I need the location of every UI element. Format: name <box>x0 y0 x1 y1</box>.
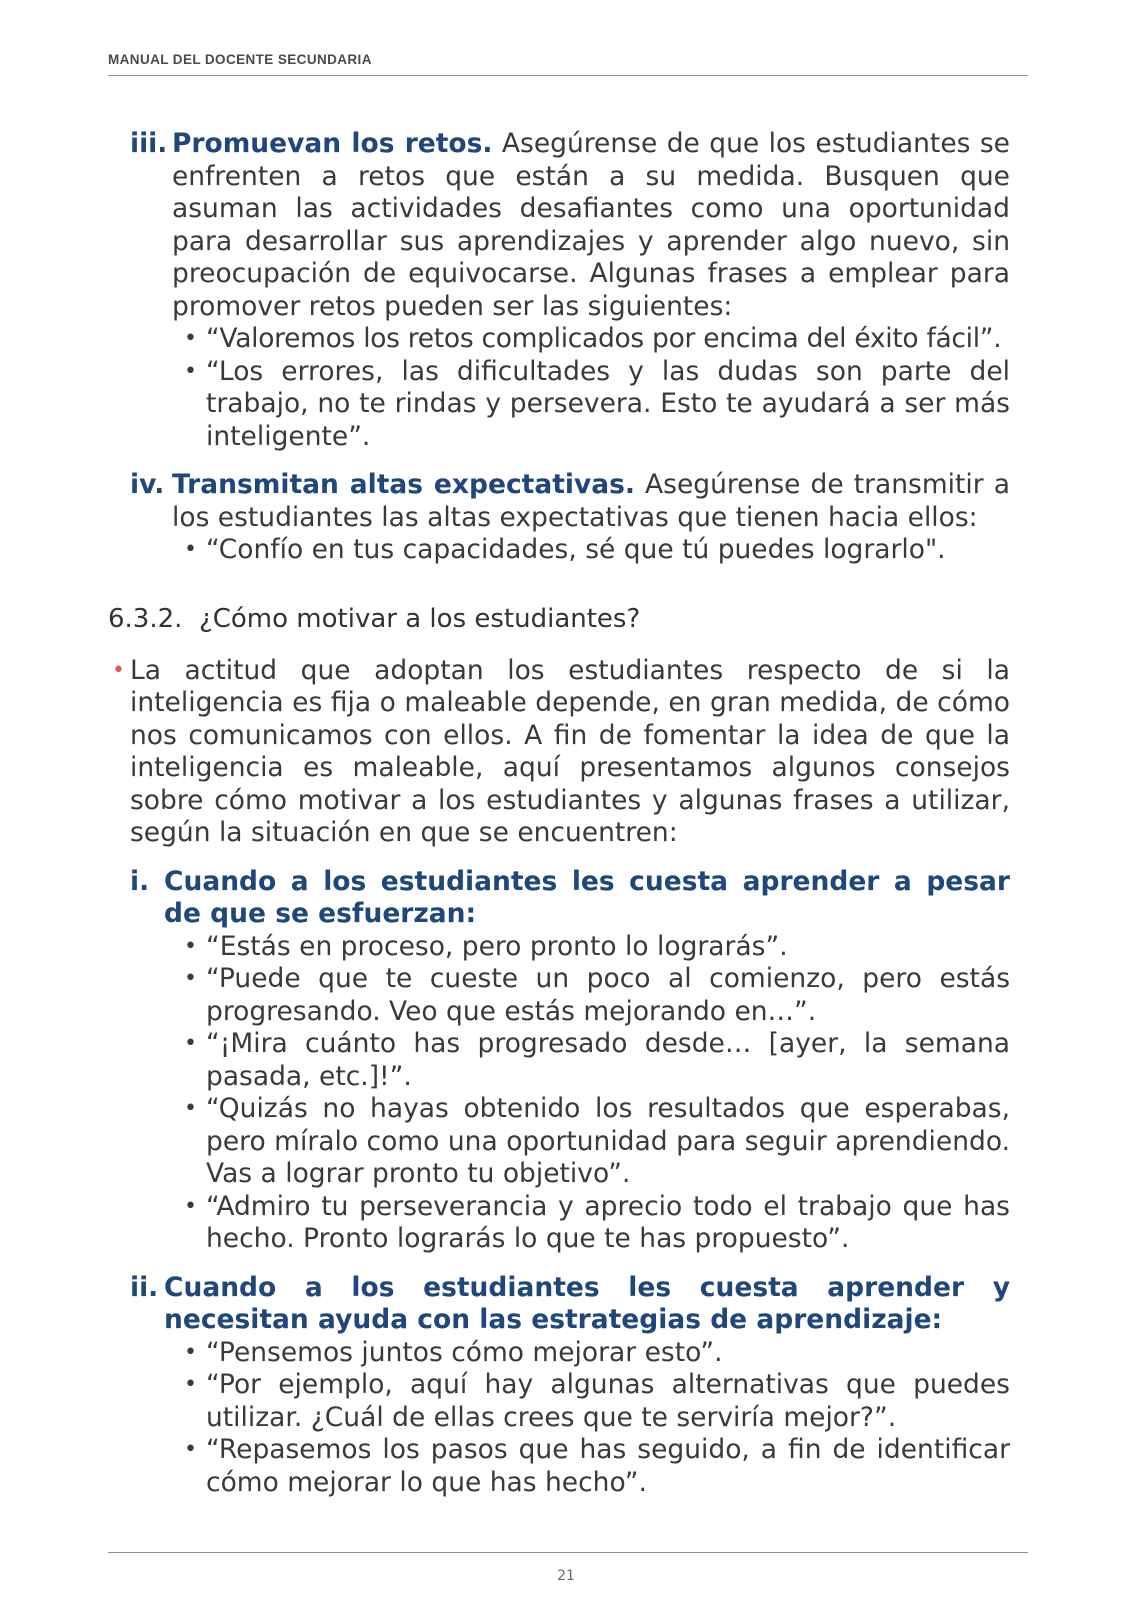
list-marker: iv. <box>130 469 165 500</box>
intro-text: La actitud que adoptan los estudiantes respecto de si la inteligencia es fija o maleable depende, en gran medida, de cómo nos comunicamos con ellos. A fin de fomentar la idea de que la inteligencia es maleable, aquí presentamos algunos consejos sobre cómo motivar a los estudiantes y algunas frases a utilizar, según la situación en que se encuentren: <box>130 654 1010 848</box>
footer-divider <box>108 1552 1028 1553</box>
page-body <box>0 128 1132 1499</box>
bullet-dot-icon: • <box>184 1372 197 1397</box>
quote-text: “Estás en proceso, pero pronto lo lograrás”. <box>206 930 788 962</box>
quote-text: “Valoremos los retos complicados por encima del éxito fácil”. <box>206 323 1002 354</box>
page-number: 21 <box>557 1568 575 1584</box>
quote-text: “¡Mira cuánto has progresado desde… [ayer, la semana pasada, etc.]!”. <box>206 1028 1010 1092</box>
quote-list <box>184 534 1010 567</box>
list-item-i <box>130 865 1010 1256</box>
bullet-dot-icon: • <box>184 537 197 562</box>
quote-text: “Confío en tus capacidades, sé que tú puedes lograrlo". <box>206 534 946 565</box>
quote-bullet <box>184 1190 1010 1256</box>
quote-list <box>184 323 1010 453</box>
quote-text: “Puede que te cueste un poco al comienzo, pero estás progresando. Veo que estás mejorando en…”. <box>206 963 1010 1027</box>
item-title: Cuando a los estudiantes les cuesta aprender y necesitan ayuda con las estrategias de aprendizaje: <box>164 1271 1010 1335</box>
list-marker: i. <box>130 865 150 897</box>
item-title: Promuevan los retos. <box>172 128 493 159</box>
item-title: Transmitan altas expectativas. <box>172 469 635 500</box>
bullet-dot-icon: • <box>184 358 197 384</box>
quote-text: “Admiro tu perseverancia y aprecio todo el trabajo que has hecho. Pronto lograrás lo que te has propuesto”. <box>206 1190 1010 1254</box>
bullet-dot-icon: • <box>184 1339 197 1365</box>
list-item-iii <box>130 128 1010 453</box>
bullet-dot-icon: • <box>112 657 125 683</box>
quote-bullet <box>184 1434 1010 1499</box>
item-title: Cuando a los estudiantes les cuesta aprender a pesar de que se esfuerzan: <box>164 865 1010 929</box>
bullet-dot-icon: • <box>184 1096 197 1121</box>
quote-text: “Los errores, las dificultades y las dudas son parte del trabajo, no te rindas y persevera. Esto te ayudará a ser más inteligente”. <box>206 355 1010 452</box>
quote-bullet <box>184 1093 1010 1191</box>
header-divider <box>108 75 1028 76</box>
quote-bullet <box>184 963 1010 1028</box>
bullet-dot-icon: • <box>184 1031 197 1056</box>
item-text: Asegúrense de transmitir a los estudiantes las altas expectativas que tienen hacia ellos: <box>172 469 1010 533</box>
item-text: Asegúrense de que los estudiantes se enfrenten a retos que están a su medida. Busquen que asuman las actividades desafiantes como una oportunidad para desarrollar sus aprendizajes y aprender algo nuevo, sin preocupación de equivocarse. Algunas frases a emplear para promover retos pueden ser las siguientes: <box>172 128 1010 322</box>
quote-bullet <box>184 1028 1010 1093</box>
quote-text: “Pensemos juntos cómo mejorar esto”. <box>206 1336 723 1368</box>
list-marker: ii. <box>130 1271 159 1303</box>
quote-bullet <box>184 1336 1010 1370</box>
bullet-dot-icon: • <box>184 1437 197 1462</box>
list-item-iv <box>130 469 1010 567</box>
section-heading: 6.3.2. ¿Cómo motivar a los estudiantes? <box>108 603 641 634</box>
quote-list <box>184 930 1010 1256</box>
quote-list <box>184 1336 1010 1500</box>
list-item-ii <box>130 1271 1010 1500</box>
quote-bullet <box>184 355 1010 454</box>
list-marker: iii. <box>130 128 168 159</box>
quote-bullet <box>184 323 1010 356</box>
quote-bullet <box>184 930 1010 964</box>
bullet-dot-icon: • <box>184 1193 197 1219</box>
list-item-paragraph <box>172 128 1010 323</box>
bullet-dot-icon: • <box>184 326 197 351</box>
bullet-dot-icon: • <box>184 966 197 991</box>
quote-text: “Por ejemplo, aquí hay algunas alternativas que puedes utilizar. ¿Cuál de ellas crees que te serviría mejor?”. <box>206 1369 1010 1433</box>
list-item-paragraph <box>172 469 1010 534</box>
quote-bullet <box>184 534 1010 567</box>
intro-paragraph <box>112 654 1010 850</box>
quote-bullet <box>184 1369 1010 1434</box>
quote-text: “Repasemos los pasos que has seguido, a fin de identificar cómo mejorar lo que has hecho”. <box>206 1434 1010 1498</box>
running-header: MANUAL DEL DOCENTE SECUNDARIA <box>108 52 372 67</box>
bullet-dot-icon: • <box>184 933 197 959</box>
quote-text: “Quizás no hayas obtenido los resultados que esperabas, pero míralo como una oportunidad para seguir aprendiendo. Vas a lograr pronto tu objetivo”. <box>206 1093 1010 1189</box>
